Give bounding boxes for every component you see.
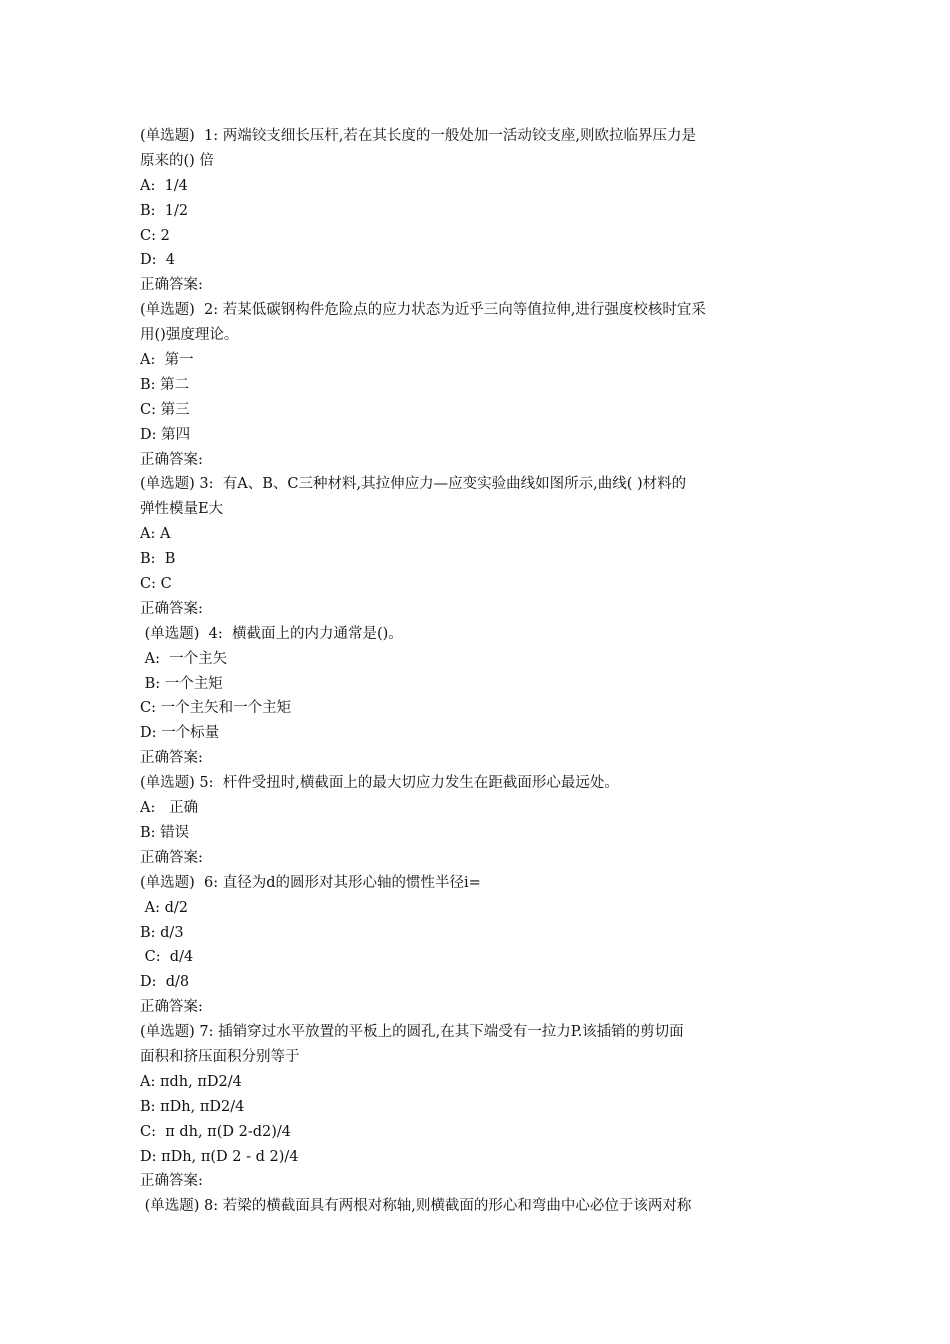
answer-label: 正确答案: — [140, 451, 203, 468]
option-d: D: 一个标量 — [140, 725, 220, 742]
option-d: D: πDh, π(D 2 - d 2)/4 — [140, 1148, 299, 1165]
question-text: (单选题) 8: 若梁的横截面具有两根对称轴,则横截面的形心和弯曲中心必位于该两对称 — [140, 1198, 692, 1215]
option-a: A: 第一 — [140, 352, 194, 369]
option-b: B: 一个主矩 — [140, 675, 223, 692]
option-c: C: 一个主矢和一个主矩 — [140, 700, 292, 717]
answer-label: 正确答案: — [140, 999, 203, 1016]
option-a: A: 1/4 — [140, 177, 188, 194]
question-text: (单选题) 6: 直径为d的圆形对其形心轴的惯性半径i= — [140, 874, 481, 891]
option-b: B: 1/2 — [140, 202, 189, 219]
option-a: A: 一个主矢 — [140, 650, 228, 667]
option-b: B: d/3 — [140, 924, 184, 941]
question-text: (单选题) 1: 两端铰支细长压杆,若在其长度的一般处加一活动铰支座,则欧拉临界压力是 — [140, 128, 696, 144]
answer-label: 正确答案: — [140, 277, 203, 294]
question-text: (单选题) 7: 插销穿过水平放置的平板上的圆孔,在其下端受有一拉力P.该插销的剪切面 — [140, 1024, 684, 1041]
option-d: D: 第四 — [140, 426, 191, 443]
question-5 — [140, 771, 820, 871]
answer-label: 正确答案: — [140, 750, 203, 767]
option-d: D: 4 — [140, 252, 175, 269]
option-c: C: 第三 — [140, 401, 190, 418]
option-a: A: 正确 — [140, 800, 199, 817]
question-4 — [140, 622, 820, 771]
option-b: B: 错误 — [140, 824, 190, 841]
question-text: 原来的() 倍 — [140, 152, 214, 169]
question-text: (单选题) 5: 杆件受扭时,横截面上的最大切应力发生在距截面形心最远处。 — [140, 775, 619, 792]
question-text: (单选题) 4: 横截面上的内力通常是()。 — [140, 625, 403, 642]
question-text: 弹性模量E大 — [140, 501, 224, 518]
answer-label: 正确答案: — [140, 849, 203, 866]
option-a: A: A — [140, 526, 171, 543]
option-b: B: 第二 — [140, 376, 190, 393]
answer-label: 正确答案: — [140, 1173, 203, 1190]
question-3 — [140, 472, 820, 621]
question-8 — [140, 1194, 820, 1219]
option-c: C: d/4 — [140, 949, 194, 966]
question-6 — [140, 871, 820, 1020]
option-c: C: 2 — [140, 227, 170, 244]
option-c: C: π dh, π(D 2-d2)/4 — [140, 1123, 291, 1140]
question-2 — [140, 298, 820, 472]
question-text: 用()强度理论。 — [140, 327, 239, 344]
option-b: B: πDh, πD2/4 — [140, 1098, 245, 1115]
option-b: B: B — [140, 551, 176, 568]
question-7 — [140, 1020, 820, 1194]
answer-label: 正确答案: — [140, 600, 203, 617]
option-c: C: C — [140, 576, 172, 593]
question-list — [140, 124, 820, 1219]
question-text: 面积和挤压面积分别等于 — [140, 1048, 300, 1065]
option-d: D: d/8 — [140, 974, 190, 991]
question-1 — [140, 124, 820, 298]
option-a: A: πdh, πD2/4 — [140, 1073, 242, 1090]
question-text: (单选题) 3: 有A、B、C三种材料,其拉伸应力—应变实验曲线如图所示,曲线( )材料的 — [140, 476, 687, 493]
question-text: (单选题) 2: 若某低碳钢构件危险点的应力状态为近乎三向等值拉伸,进行强度校核时宜采 — [140, 302, 706, 319]
option-a: A: d/2 — [140, 899, 188, 916]
